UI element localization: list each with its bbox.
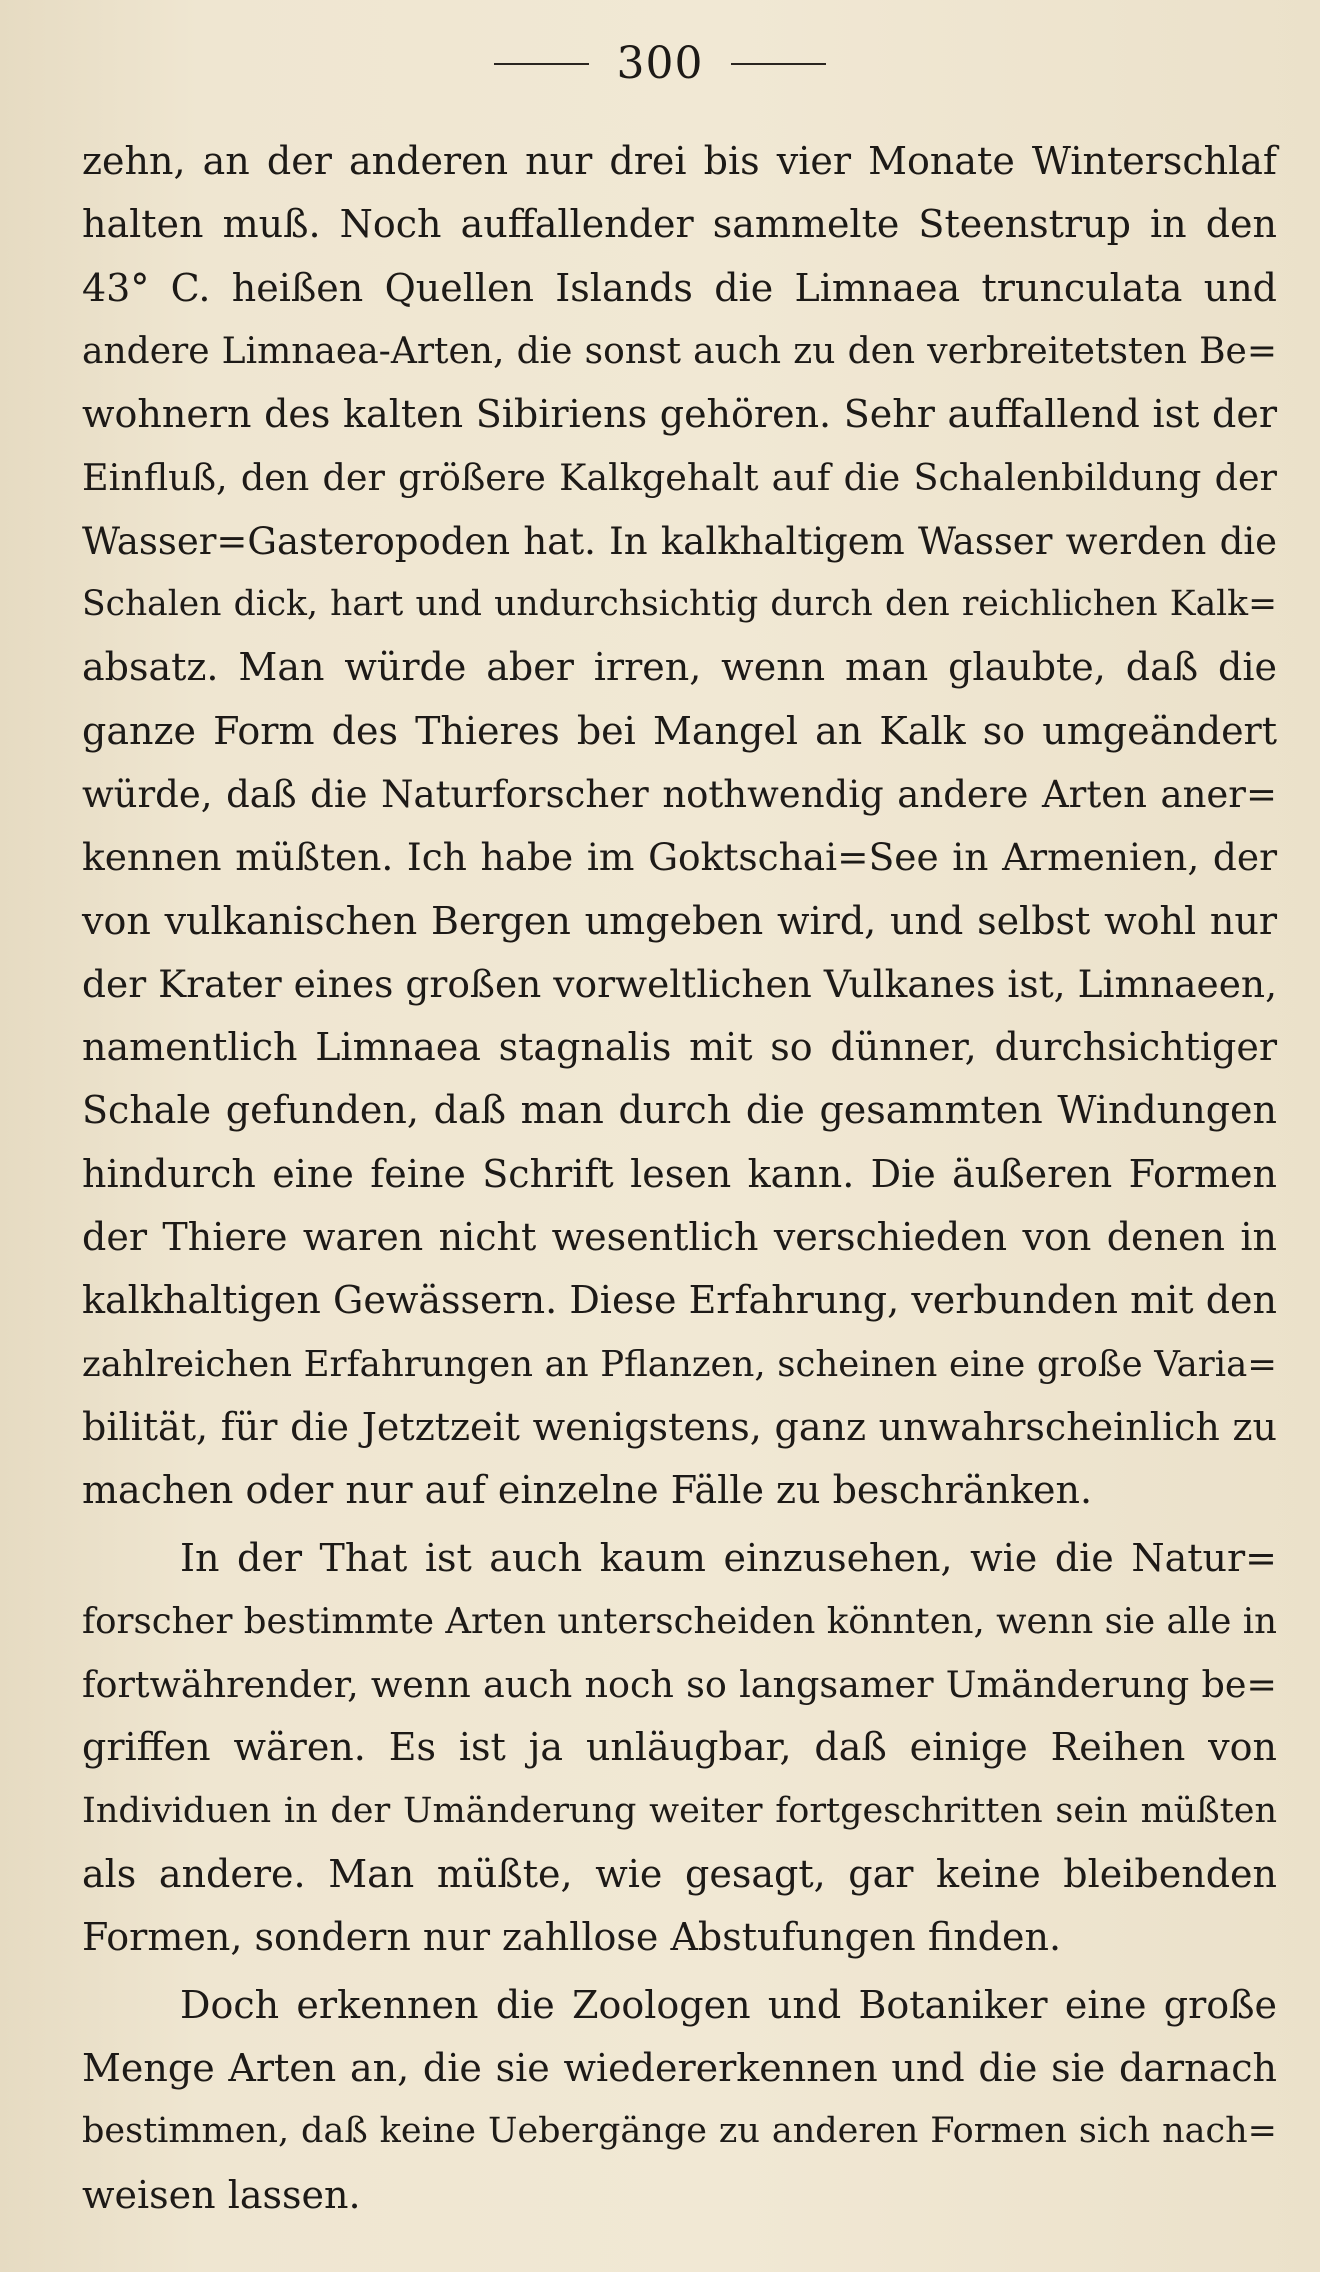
text-line: kalkhaltigen Gewässern. Diese Erfahrung, verbunden mit den bbox=[82, 1278, 1277, 1323]
page-header bbox=[0, 38, 1320, 90]
text-line: hindurch eine feine Schrift lesen kann. Die äußeren Formen bbox=[82, 1151, 1277, 1196]
text-line: Doch erkennen die Zoologen und Botaniker eine große bbox=[180, 1982, 1277, 2027]
text-line: absatz. Man würde aber irren, wenn man glaubte, daß die bbox=[82, 645, 1277, 690]
text-line: machen oder nur auf einzelne Fälle zu beschränken. bbox=[82, 1468, 1093, 1513]
text-line: ganze Form des Thieres bei Mangel an Kalk so umgeändert bbox=[82, 708, 1277, 753]
text-line: von vulkanischen Bergen umgeben wird, und selbst wohl nur bbox=[82, 898, 1277, 943]
text-line: zahlreichen Erfahrungen an Pflanzen, scheinen eine große Varia= bbox=[82, 1343, 1277, 1385]
text-line: Menge Arten an, die sie wiedererkennen und die sie darnach bbox=[82, 2045, 1277, 2090]
text-line: Einfluß, den der größere Kalkgehalt auf die Schalenbildung der bbox=[82, 456, 1277, 500]
text-line: Formen, sondern nur zahllose Abstufungen finden. bbox=[82, 1915, 1062, 1960]
text-line: namentlich Limnaea stagnalis mit so dünner, durchsichtiger bbox=[82, 1025, 1277, 1070]
paragraph-1 bbox=[82, 130, 1277, 1523]
text-line: Wasser=Gasteropoden hat. In kalkhaltigem Wasser werden die bbox=[82, 519, 1277, 563]
text-line: bestimmen, daß keine Uebergänge zu anderen Formen sich nach= bbox=[82, 2111, 1277, 2152]
text-line: 43° C. heißen Quellen Islands die Limnaea trunculata und bbox=[82, 265, 1277, 310]
paragraph-3 bbox=[82, 1974, 1277, 2227]
text-line: weisen lassen. bbox=[82, 2172, 361, 2217]
text-line: bilität, für die Jetztzeit wenigstens, ganz unwahrscheinlich zu bbox=[82, 1404, 1277, 1449]
text-line: kennen müßten. Ich habe im Goktschai=See in Armenien, der bbox=[82, 835, 1277, 880]
text-line: würde, daß die Naturforscher nothwendig andere Arten aner= bbox=[82, 772, 1277, 816]
text-line: fortwährender, wenn auch noch so langsamer Umänderung be= bbox=[82, 1663, 1277, 1707]
text-line: zehn, an der anderen nur drei bis vier Monate Winterschlaf bbox=[82, 139, 1277, 183]
text-line: forscher bestimmte Arten unterscheiden könnten, wenn sie alle in bbox=[82, 1600, 1277, 1642]
text-line: Schalen dick, hart und undurchsichtig durch den reichlichen Kalk= bbox=[82, 584, 1277, 625]
body-text bbox=[82, 130, 1277, 2227]
text-line: der Krater eines großen vorweltlichen Vulkanes ist, Limnaeen, bbox=[82, 961, 1277, 1006]
text-line: griffen wären. Es ist ja unläugbar, daß einige Reihen von bbox=[82, 1725, 1277, 1770]
text-line: halten muß. Noch auffallender sammelte Steenstrup in den bbox=[82, 202, 1277, 247]
text-line: andere Limnaea-Arten, die sonst auch zu den verbreitetsten Be= bbox=[82, 330, 1277, 372]
page-number: 300 bbox=[616, 38, 704, 89]
paragraph-2 bbox=[82, 1527, 1277, 1970]
text-line: Individuen in der Umänderung weiter fortgeschritten sein müßten bbox=[82, 1790, 1277, 1831]
text-line: In der That ist auch kaum einzusehen, wie die Natur= bbox=[180, 1535, 1277, 1580]
header-rule-right bbox=[731, 63, 826, 65]
text-line: als andere. Man müßte, wie gesagt, gar keine bleibenden bbox=[82, 1852, 1277, 1897]
text-line: Schale gefunden, daß man durch die gesammten Windungen bbox=[82, 1088, 1277, 1133]
text-line: wohnern des kalten Sibiriens gehören. Sehr auffallend ist der bbox=[82, 392, 1277, 437]
text-line: der Thiere waren nicht wesentlich verschieden von denen in bbox=[82, 1215, 1277, 1260]
header-rule-left bbox=[494, 63, 589, 65]
